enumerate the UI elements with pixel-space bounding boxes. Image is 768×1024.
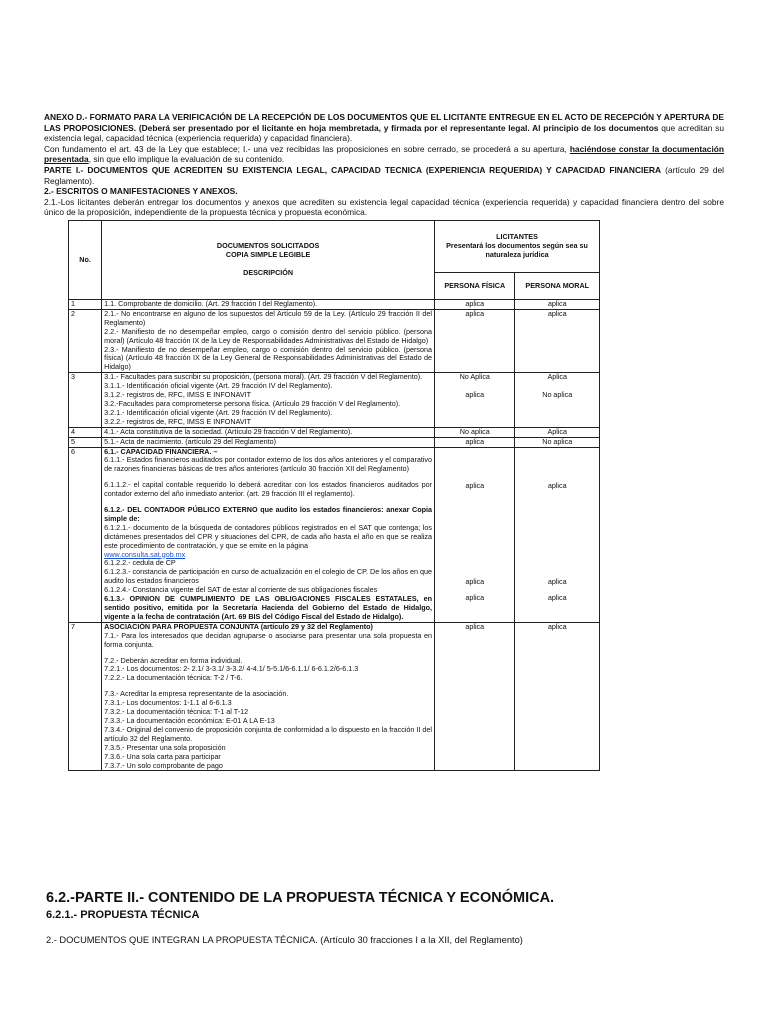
description-line: 3.2.2.- registros de, RFC, IMSS E INFONAVIT — [104, 416, 252, 426]
persona-fisica-cell — [435, 622, 515, 771]
row-description — [102, 300, 435, 310]
applicability-value: aplica — [465, 308, 485, 318]
applicability-value: aplica — [465, 390, 485, 400]
persona-fisica-cell — [435, 447, 515, 622]
row-description — [102, 622, 435, 771]
row-number: 2 — [69, 309, 102, 372]
applicability-value: aplica — [465, 621, 485, 631]
description-line: 3.2.1.- Identificación oficial vigente (Art. 29 fracción IV del Reglamento). — [104, 407, 333, 417]
applicability-value: Aplica — [547, 426, 568, 436]
applicability-value: aplica — [547, 308, 567, 318]
description-line: 7.3.7.- Un solo comprobante de pago — [104, 760, 223, 770]
description-line: 7.3.3.- La documentación económica: E-01 A LA E-13 — [104, 715, 275, 725]
persona-fisica-cell — [435, 437, 515, 447]
row-number: 4 — [69, 427, 102, 437]
description-line: 7.2.1.- Los documentos: 2- 2.1/ 3-3.1/ 3-3.2/ 4-4.1/ 5-5.1/6-6.1.1/ 6-6.1.2/6-6.1.3 — [104, 664, 359, 674]
legal-basis-text: Con fundamento el art. 43 de la Ley que establece; I.- una vez recibidas las proposiciones en sobre cerrado, se procederá a su apertura, — [44, 143, 567, 154]
table-row — [69, 373, 600, 427]
applicability-value: No aplica — [459, 426, 490, 436]
row-number: 1 — [69, 300, 102, 310]
applicability-value: aplica — [465, 593, 485, 603]
applicability-value: No aplica — [542, 436, 573, 446]
header-documents — [102, 221, 435, 300]
description-line: 7.3.2.- La documentación técnica: T-1 al T-12 — [104, 707, 249, 717]
description-line: 7.2.- Deberán acreditar en forma individual. — [104, 655, 243, 665]
annex-paragraph — [44, 112, 724, 144]
description-line: 6.1.2.3.- constancia de participación en curso de actualización en el colegio de CP. De los años en que audito los estados financieros — [104, 567, 433, 586]
persona-moral-cell — [515, 309, 600, 372]
description-line: 7.1.- Para los interesados que decidan agruparse o asociarse para presentar una sola propuesta en forma conjunta. — [104, 630, 433, 649]
applicability-value: aplica — [547, 577, 567, 587]
row-description — [102, 447, 435, 622]
description-line: 2.2.- Manifiesto de no desempeñar empleo, cargo o comisión dentro del servicio público. (persona moral) (Artículo 48 fracción IX de la Ley de Responsabilidades Administrativas del Estado de Hidalgo) — [104, 326, 433, 345]
description-line: 3.1.1.- Identificación oficial vigente (Art. 29 fracción IV del Reglamento). — [104, 381, 333, 391]
part2-docs-line: 2.- DOCUMENTOS QUE INTEGRAN LA PROPUESTA TÉCNICA. (Artículo 30 fracciones I a la XII, del Reglamento) — [46, 935, 523, 945]
description-line: 7.3.5.- Presentar una sola proposición — [104, 742, 226, 752]
description-line: 7.2.2.- La documentación técnica: T-2 / T-6. — [104, 673, 243, 683]
applicability-value: aplica — [547, 299, 567, 308]
description-line: 3.2.-Facultades para comprometerse persona física. (Artículo 29 fracción V del Reglamento). — [104, 398, 401, 408]
description-line: 5.1.- Acta de nacimiento. (artículo 29 del Reglamento) — [104, 436, 276, 446]
applicability-value: aplica — [547, 621, 567, 631]
description-line: 4.1.- Acta constitutiva de la sociedad. (Artículo 29 fracción V del Reglamento). — [104, 426, 353, 436]
row-description — [102, 437, 435, 447]
persona-moral-cell — [515, 427, 600, 437]
description-line: 6.1.2.4.- Constancia vigente del SAT de estar al corriente de sus obligaciones fiscales — [104, 585, 378, 595]
description-line: 2.1.- No encontrarse en alguno de los supuestos del Artículo 59 de la Ley. (Artículo 29 fracción II del Reglamento) — [104, 308, 433, 327]
header-docs-line3: DESCRIPCIÓN — [243, 267, 294, 277]
description-line: 7.3.6.- Una sola carta para participar — [104, 751, 221, 761]
legal-basis-paragraph — [44, 144, 724, 165]
applicability-value: aplica — [465, 577, 485, 587]
table-row — [69, 300, 600, 310]
annex-tail: que acreditan su existencia legal, capacidad técnica (experiencia requerida) y capacidad financiera). — [44, 122, 724, 144]
persona-moral-cell — [515, 300, 600, 310]
table-row — [69, 622, 600, 771]
description-line: 2.3.- Manifiesto de no desempeñar empleo, cargo o comisión dentro del servicio público. (persona física) (Artículo 48 fracción IX de la Ley General de Responsabilidades Administrativas del Estado de Hidalgo) — [104, 344, 433, 372]
row-description — [102, 427, 435, 437]
header-no: No. — [69, 221, 102, 300]
persona-fisica-cell — [435, 309, 515, 372]
part1-heading: PARTE I.- DOCUMENTOS QUE ACREDITEN SU EXISTENCIA LEGAL, CAPACIDAD TECNICA (EXPERIENCIA REQUERIDA) Y CAPACIDAD FINANCIERA — [44, 164, 662, 175]
row-number: 7 — [69, 622, 102, 771]
row-description — [102, 309, 435, 372]
description-line: 6.1.2.- DEL CONTADOR PÚBLICO EXTERNO que audito los estados financieros: anexar Copia simple de: — [104, 505, 433, 523]
description-line: 7.3.4.- Original del convenio de proposición conjunta de conformidad a lo dispuesto en la fracción II del artículo 32 del Reglamento. — [104, 724, 433, 743]
persona-moral-cell — [515, 437, 600, 447]
applicability-value: aplica — [465, 436, 485, 446]
description-line: ASOCIACIÓN PARA PROPUESTA CONJUNTA (artículo 29 y 32 del Reglamento) — [104, 621, 373, 631]
header-persona-fisica: PERSONA FÍSICA — [435, 273, 515, 300]
applicability-value: No Aplica — [459, 372, 490, 382]
section-2-1-paragraph: 2.1.-Los licitantes deberán entregar los documentos y anexos que acrediten su existencia legal capacidad técnica (experiencia requerida) y capacidad financiera dentro del sobre único de la proposición, independiente de la propuesta técnica y propuesta económica. — [44, 196, 724, 218]
header-licitantes — [435, 221, 600, 273]
table-row — [69, 427, 600, 437]
description-line: 7.3.- Acreditar la empresa representante de la asociación. — [104, 689, 289, 699]
row-number: 6 — [69, 447, 102, 622]
applicability-value: aplica — [547, 480, 567, 490]
section-2-heading: 2.- ESCRITOS O MANIFESTACIONES Y ANEXOS. — [44, 186, 238, 197]
header-docs-line2: COPIA SIMPLE LEGIBLE — [225, 250, 311, 260]
header-licitantes-title: LICITANTES — [496, 232, 538, 242]
intro-block — [44, 112, 724, 218]
applicability-value: aplica — [465, 480, 485, 490]
persona-fisica-cell — [435, 373, 515, 427]
annex-title: ANEXO D.- FORMATO PARA LA VERIFICACIÓN DE LA RECEPCIÓN DE LOS DOCUMENTOS QUE EL LICITANTE ENTREGUE EN EL ACTO DE RECEPCIÓN Y APERTURA DE LAS PROPOSICIONES. (Deberá ser presentado por el licitante en hoja membretada, y firmada por el representante legal. Al principio de los documentos — [44, 112, 724, 133]
row-description — [102, 373, 435, 427]
header-docs-line1: DOCUMENTOS SOLICITADOS — [216, 241, 320, 251]
description-line: 6.1.2.2.- cedula de CP — [104, 558, 176, 568]
table-row — [69, 309, 600, 372]
persona-moral-cell — [515, 622, 600, 771]
table-body — [69, 300, 600, 771]
applicability-value: No aplica — [542, 390, 573, 400]
table-row — [69, 447, 600, 622]
sat-link[interactable]: www.consulta.sat.gob.mx — [104, 549, 186, 559]
description-line: 6.1.3.- OPINION DE CUMPLIMIENTO DE LAS OBLIGACIONES FISCALES ESTATALES, en sentido positivo, emitida por la Secretaría Hacienda del Gobierno del Estado de Hidalgo, vigente a la fecha de contratación (Art. 69 BIS del Código Fiscal del Estado de Hidalgo). — [104, 594, 433, 621]
description-line: 6.1.1.- Estados financieros auditados por contador externo de los dos años anteriores y el comparativo de razones financieras básicas de tres años anteriores (artículo 30 fracción XII del Reglamento) — [104, 455, 433, 474]
part2-heading: 6.2.-PARTE II.- CONTENIDO DE LA PROPUESTA TÉCNICA Y ECONÓMICA. — [46, 890, 555, 906]
row-number: 3 — [69, 373, 102, 427]
persona-fisica-cell — [435, 300, 515, 310]
row-number: 5 — [69, 437, 102, 447]
description-line: 6.1.1.2.- el capital contable requerido lo deberá acreditar con los estados financieros auditados por contador externo del año inmediato anterior. (art. 29 fracción III el reglamento). — [104, 480, 433, 499]
applicability-value: aplica — [465, 299, 485, 308]
header-persona-moral: PERSONA MORAL — [515, 273, 600, 300]
legal-basis-tail: , sin que ello implique la evaluación de su contenido. — [88, 154, 285, 165]
persona-fisica-cell — [435, 427, 515, 437]
description-line: 3.1.2.- registros de, RFC, IMSS E INFONAVIT — [104, 390, 252, 400]
legal-basis-underlined: haciéndose constar la documentación presentada — [44, 143, 724, 165]
header-licitantes-subtitle: Presentará los documentos según sea su naturaleza jurídica — [446, 241, 588, 259]
description-line: 1.1. Comprobante de domicilio. (Art. 29 fracción I del Reglamento). — [104, 299, 318, 308]
description-line: 6.1.- CAPACIDAD FINANCIERA. – — [104, 446, 218, 456]
part1-paragraph — [44, 165, 724, 186]
documents-table — [68, 220, 600, 771]
part1-tail: (artículo 29 del Reglamento). — [44, 164, 725, 186]
applicability-value: aplica — [547, 593, 567, 603]
table-row — [69, 437, 600, 447]
applicability-value: Aplica — [547, 372, 568, 382]
description-line: 7.3.1.- Los documentos: 1-1.1 al 6-6.1.3 — [104, 698, 232, 708]
description-line: 6.1.2.1.- documento de la búsqueda de contadores públicos registrados en el SAT que contenga; los dictámenes presentados del CPR y situaciones del CPR, de cada año hasta el año en que se realiza este procedimiento de contratación, y que se emite en la página — [104, 522, 433, 550]
persona-moral-cell — [515, 373, 600, 427]
persona-moral-cell — [515, 447, 600, 622]
part2-subheading: 6.2.1.- PROPUESTA TÉCNICA — [46, 909, 200, 921]
description-line: 3.1.- Facultades para suscribir su proposición, (persona moral). (Art. 29 fracción V del Reglamento). — [104, 372, 423, 382]
